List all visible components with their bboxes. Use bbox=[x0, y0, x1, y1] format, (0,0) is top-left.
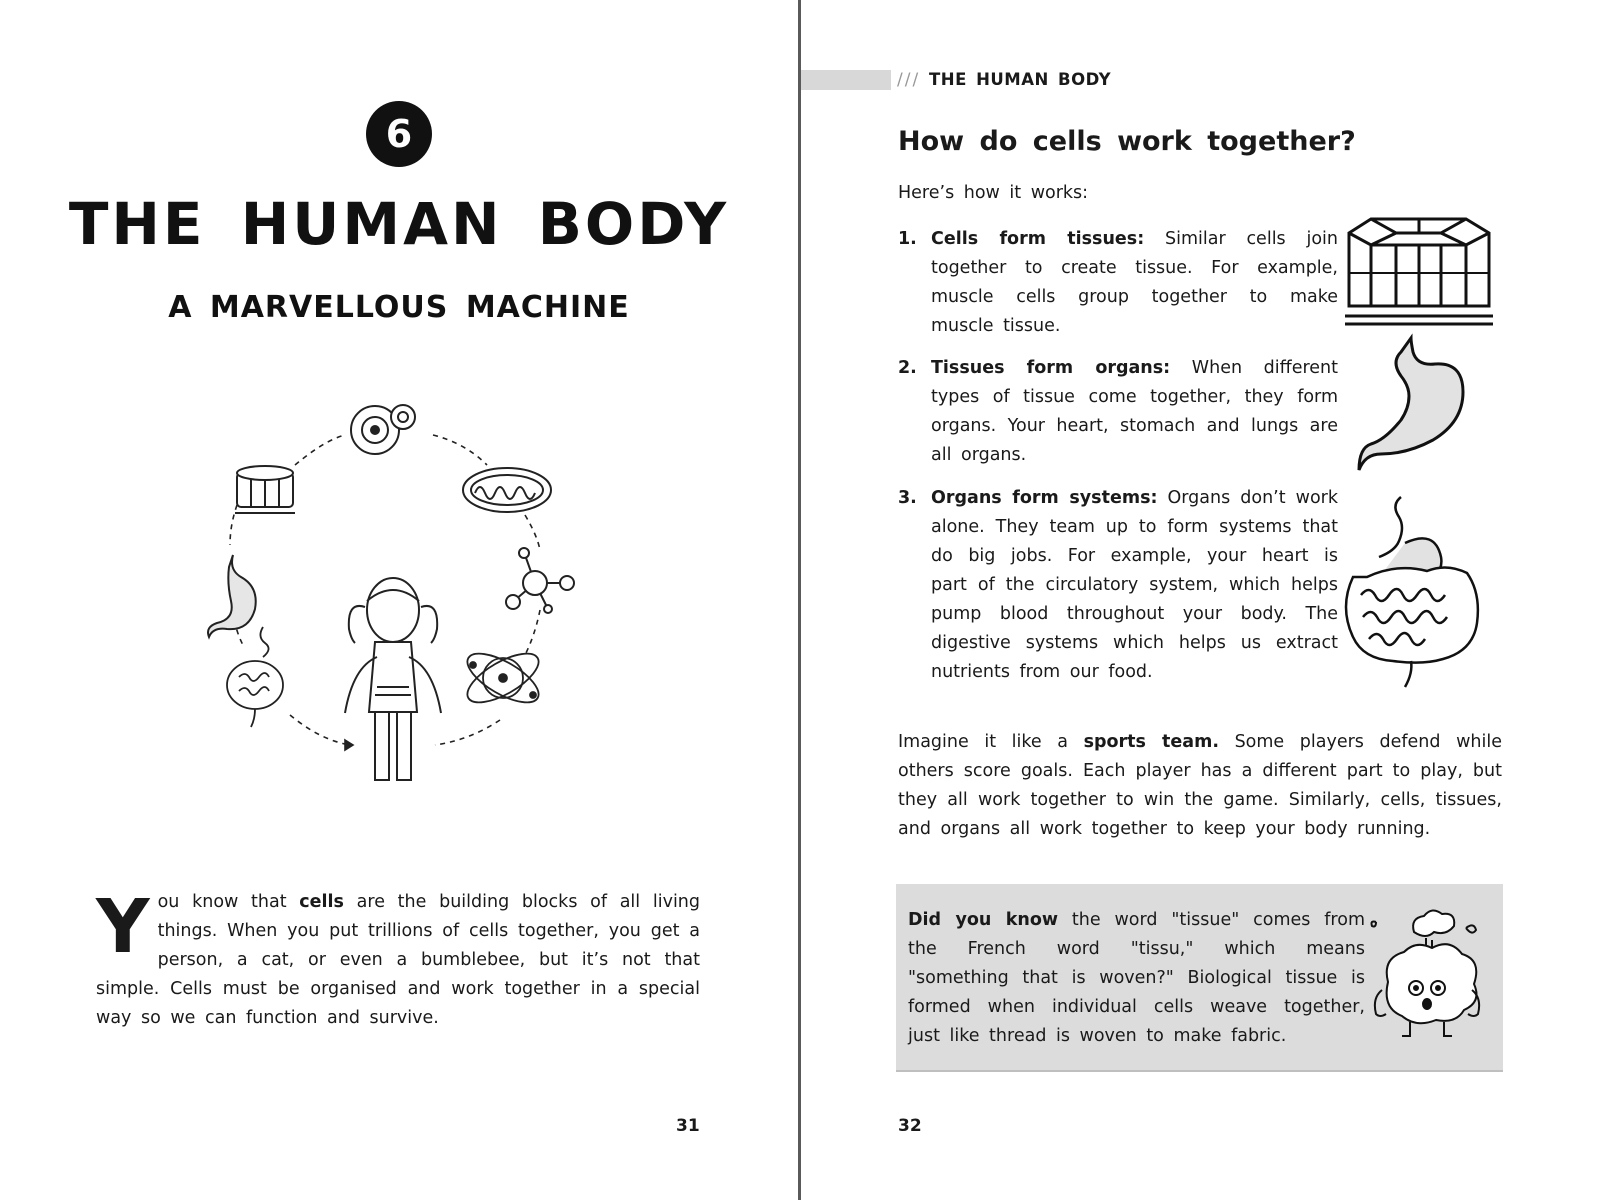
list-body bbox=[931, 354, 1338, 470]
list-bold: Cells form tissues: bbox=[931, 229, 1145, 249]
cell-icon bbox=[351, 405, 415, 454]
cycle-arc bbox=[525, 610, 540, 655]
list-body bbox=[931, 484, 1338, 687]
cycle-arc bbox=[525, 515, 540, 550]
digestive-system-icon bbox=[227, 627, 283, 727]
tissue-icon bbox=[235, 466, 295, 513]
digestive-system-icon bbox=[1341, 495, 1486, 690]
cycle-arc bbox=[295, 435, 345, 465]
list-bold: Organs form systems: bbox=[931, 488, 1158, 508]
list-number: 3. bbox=[898, 488, 917, 508]
drop-cap: Y bbox=[96, 884, 150, 970]
left-page bbox=[0, 0, 798, 1200]
atom-icon bbox=[460, 644, 545, 712]
cycle-arc bbox=[290, 715, 350, 745]
list-number: 2. bbox=[898, 358, 917, 378]
fact-body: the word "tissue" comes from the French word "tissu," which means "something that is woven?" Biological tissue is formed when individual cells weave together, just like thread is woven to make fabric. bbox=[908, 910, 1365, 1046]
molecule-icon bbox=[506, 548, 574, 613]
stomach-icon bbox=[208, 555, 256, 637]
list-body bbox=[931, 225, 1338, 341]
running-head-bar bbox=[801, 70, 891, 90]
list-item bbox=[898, 225, 1338, 341]
stomach-icon bbox=[1356, 348, 1476, 473]
cycle-arc bbox=[435, 720, 500, 745]
list-item bbox=[898, 354, 1338, 470]
right-page bbox=[801, 0, 1600, 1200]
fact-text bbox=[908, 906, 1365, 1051]
brain-character-icon bbox=[1366, 904, 1491, 1044]
list-text: Organs don’t work alone. They team up to form systems that do big jobs. For example, your heart is part of the circulatory system, which helps pump blood throughout your body. The digestive systems which helps us extract nutrients from our food. bbox=[931, 488, 1338, 682]
arrow-head bbox=[345, 740, 353, 750]
did-you-know-box bbox=[896, 884, 1503, 1072]
chapter-subtitle: A MARVELLOUS MACHINE bbox=[168, 290, 630, 325]
cycle-arc bbox=[230, 505, 237, 545]
mitochondria-icon bbox=[463, 468, 551, 512]
list-number: 1. bbox=[898, 229, 917, 249]
running-head-slashes: /// bbox=[897, 70, 921, 90]
body-organisation-cycle-illustration bbox=[195, 395, 595, 805]
girl-figure-icon bbox=[345, 578, 441, 780]
page-number-right: 32 bbox=[898, 1116, 922, 1136]
page-number-left: 31 bbox=[676, 1116, 700, 1136]
list-text: When different types of tissue come together, they form organs. Your heart, stomach and lungs are all organs. bbox=[931, 358, 1339, 465]
para-text-cont: Some players defend while others score goals. Each player has a different part to play, but they all work together to win the game. Similarly, cells, tissues, and organs all work together to keep your body running. bbox=[898, 732, 1502, 839]
intro-text-cont: are the building blocks of all living things. When you put trillions of cells together, you get a person, a cat, or even a bumblebee, but it’s not that simple. Cells must be organised and work together in a special way so we can function and survive. bbox=[96, 892, 700, 1028]
list-item bbox=[898, 484, 1338, 687]
section-heading: How do cells work together? bbox=[898, 126, 1356, 157]
tissue-icon bbox=[1341, 211, 1496, 331]
running-head: THE HUMAN BODY bbox=[929, 70, 1112, 89]
list-text: Similar cells join together to create tissue. For example, muscle cells group together to make muscle tissue. bbox=[931, 229, 1338, 336]
list-bold: Tissues form organs: bbox=[931, 358, 1171, 378]
sports-team-paragraph bbox=[898, 728, 1502, 844]
fact-bold: Did you know bbox=[908, 910, 1059, 930]
intro-paragraph bbox=[96, 884, 700, 1033]
chapter-title: THE HUMAN BODY bbox=[68, 190, 730, 258]
chapter-number-badge: 6 bbox=[366, 101, 432, 167]
intro-bold-cells: cells bbox=[299, 892, 344, 912]
para-bold: sports team. bbox=[1083, 732, 1219, 752]
cycle-arc bbox=[433, 435, 487, 465]
lead-text: Here’s how it works: bbox=[898, 183, 1089, 203]
para-text: Imagine it like a bbox=[898, 732, 1084, 752]
intro-text: ou know that bbox=[157, 892, 300, 912]
